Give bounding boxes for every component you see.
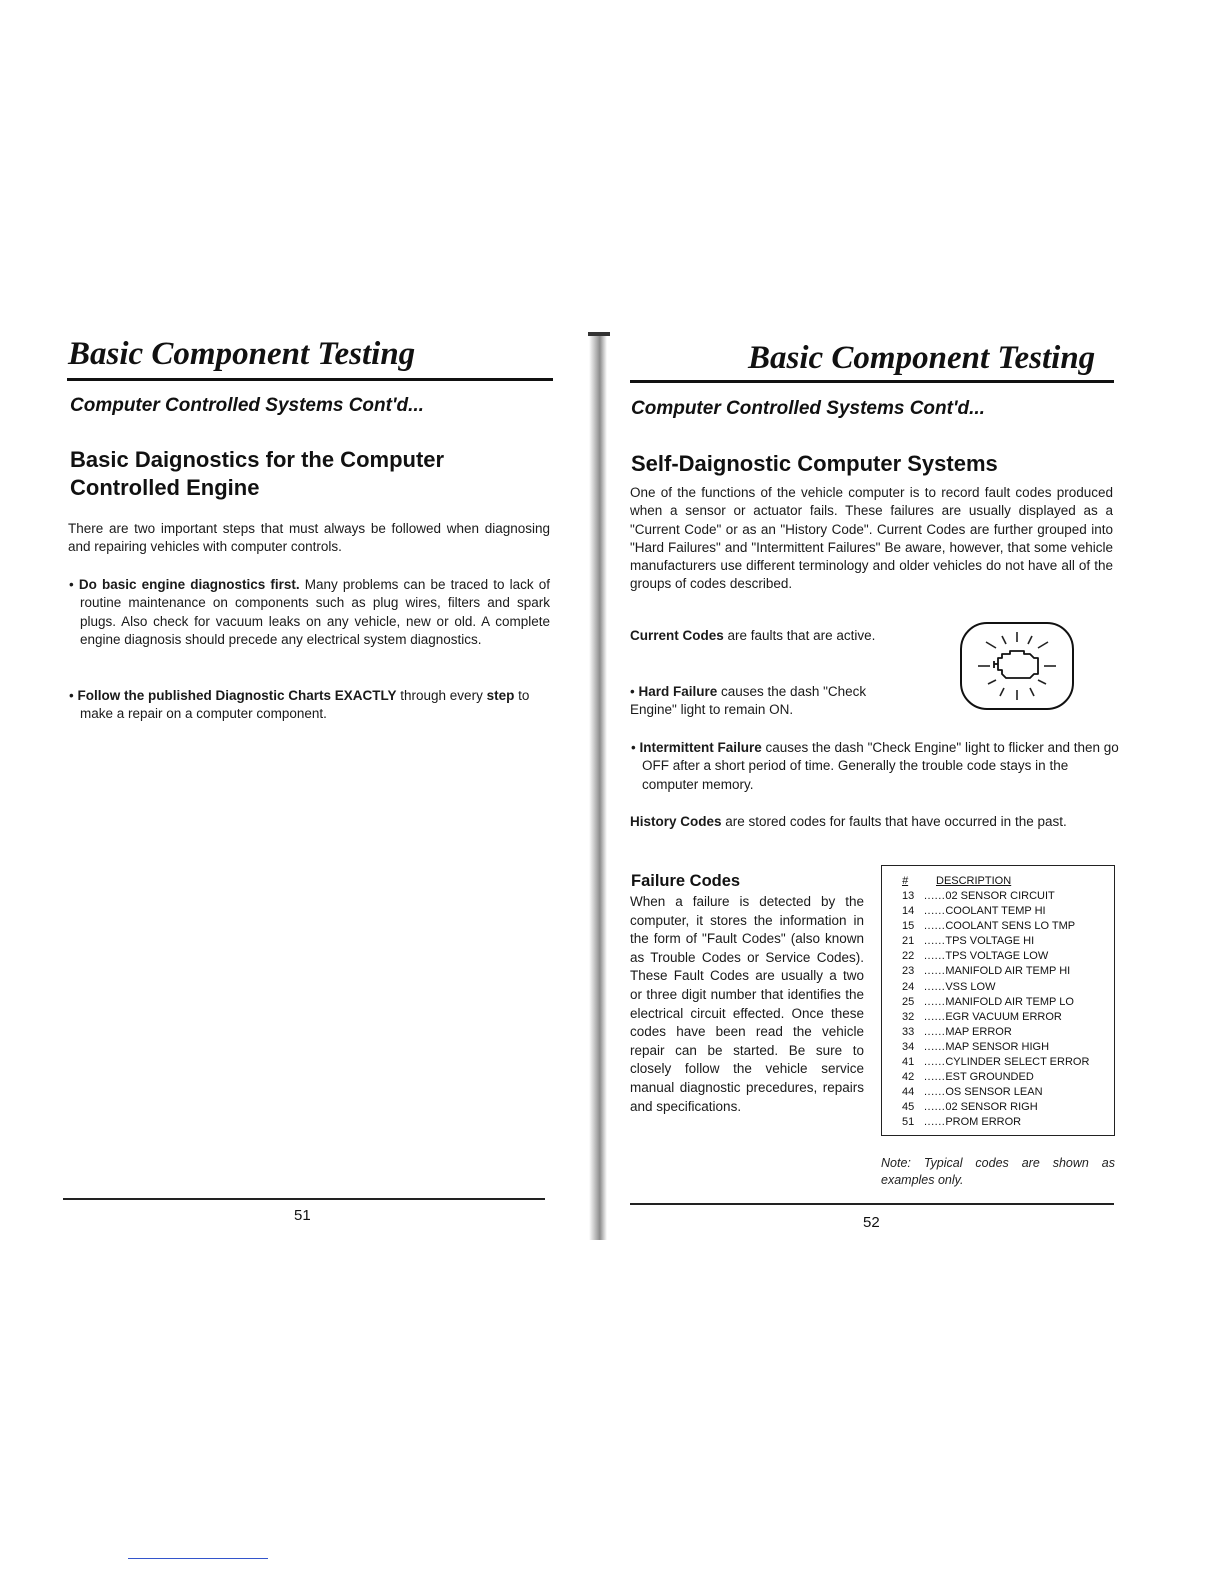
bullet1-bold: Do basic engine diagnostics first.	[78, 577, 300, 592]
leader-dots: ......	[924, 1040, 946, 1053]
code-number: 32	[902, 1010, 915, 1023]
table-row	[902, 1040, 1089, 1055]
failure-codes-heading: Failure Codes	[631, 872, 741, 890]
bullet2-text-a: through every	[396, 688, 487, 703]
table-row	[902, 1070, 1089, 1085]
history-text: are stored codes for faults that have occurred in the past.	[721, 814, 1067, 829]
right-section-heading: Self-Daignostic Computer Systems	[631, 451, 998, 476]
code-description: OS SENSOR LEAN	[945, 1086, 1043, 1099]
leader-dots: ......	[924, 995, 946, 1008]
left-heading-line2: Controlled Engine	[70, 475, 260, 500]
code-number: 44	[902, 1086, 915, 1099]
code-description: MANIFOLD AIR TEMP LO	[945, 995, 1074, 1008]
code-description: COOLANT SENS LO TMP	[945, 920, 1076, 933]
left-title-rule	[67, 378, 553, 381]
code-rows	[902, 889, 1089, 1131]
left-page-number: 51	[294, 1207, 311, 1224]
fault-code-table	[881, 865, 1115, 1136]
code-number: 23	[902, 965, 915, 978]
hard-failure-para	[630, 683, 900, 720]
bullet2-bold-a: Follow the published Diagnostic Charts	[77, 688, 335, 703]
bullet-dot: •	[630, 684, 639, 699]
code-number: 25	[902, 995, 915, 1008]
bullet-dot: •	[631, 740, 640, 755]
current-codes-para	[630, 627, 880, 645]
code-description: MANIFOLD AIR TEMP HI	[945, 965, 1071, 978]
left-subtitle: Computer Controlled Systems Cont'd...	[70, 395, 424, 416]
intermittent-para	[630, 739, 1128, 794]
left-page-title: Basic Component Testing	[68, 336, 416, 372]
spine-top-mark	[588, 332, 610, 336]
table-row	[902, 1115, 1089, 1130]
code-description: COOLANT TEMP HI	[945, 905, 1046, 918]
intermittent-bold: Intermittent Failure	[639, 740, 762, 755]
bullet2-bold-b: EXACTLY	[334, 688, 397, 703]
left-intro: There are two important steps that must always be followed when diagnosing and repairing vehicles with computer controls.	[68, 521, 550, 555]
left-bullet-2	[68, 687, 566, 724]
table-row	[902, 1100, 1089, 1115]
table-row	[902, 980, 1089, 995]
bullet2-text-b: to make a repair on a computer component.	[80, 688, 530, 722]
right-subtitle: Computer Controlled Systems Cont'd...	[631, 398, 985, 419]
leader-dots: ......	[924, 935, 946, 948]
table-row	[902, 1055, 1089, 1070]
leader-dots: ......	[924, 965, 946, 978]
history-bold: History Codes	[630, 814, 722, 829]
col-num-header: #	[902, 875, 909, 887]
code-number: 21	[902, 935, 915, 948]
leader-dots: ......	[924, 1010, 946, 1023]
code-number: 42	[902, 1071, 915, 1084]
left-footer-rule	[63, 1198, 545, 1200]
right-page-number: 52	[863, 1214, 880, 1231]
code-description: MAP SENSOR HIGH	[945, 1040, 1050, 1053]
table-row	[902, 889, 1089, 904]
code-description: TPS VOLTAGE HI	[945, 935, 1035, 948]
code-description: 02 SENSOR RIGH	[945, 1101, 1038, 1114]
table-row	[902, 949, 1089, 964]
hard-failure-bold: Hard Failure	[638, 684, 718, 699]
leader-dots: ......	[924, 1071, 946, 1084]
bullet-dot: •	[69, 577, 79, 592]
book-spine	[589, 335, 607, 1240]
leader-dots: ......	[924, 1116, 946, 1129]
left-bullet-1	[68, 576, 550, 649]
code-number: 41	[902, 1056, 915, 1069]
code-description: EST GROUNDED	[945, 1071, 1034, 1084]
leader-dots: ......	[924, 950, 946, 963]
table-row	[902, 919, 1089, 934]
code-number: 14	[902, 905, 915, 918]
code-number: 51	[902, 1116, 915, 1129]
code-description: CYLINDER SELECT ERROR	[945, 1056, 1090, 1069]
leader-dots: ......	[924, 905, 946, 918]
table-row	[902, 904, 1089, 919]
leader-dots: ......	[924, 1025, 946, 1038]
code-number: 13	[902, 890, 915, 902]
table-header	[902, 874, 1011, 889]
left-section-heading	[70, 446, 550, 502]
bullet2-bold-c: step	[486, 688, 515, 703]
right-intro: One of the functions of the vehicle computer is to record fault codes produced when a sensor or actuator fails. These failures are usually displayed as a "Current Code" or as an "History Code". Current Codes are further grouped into "Hard Failures" and "Intermittent Failures" Be aware, however, that some vehicle manufacturers use different terminology and older vehicles do not have all of the groups of codes described.	[630, 485, 1113, 592]
code-number: 22	[902, 950, 915, 963]
right-title-rule	[630, 380, 1114, 383]
leader-dots: ......	[924, 1056, 946, 1069]
code-description: VSS LOW	[945, 980, 996, 993]
bottom-blue-line	[128, 1558, 268, 1559]
bullet-dot: •	[69, 688, 78, 703]
code-number: 33	[902, 1025, 915, 1038]
table-row	[902, 1025, 1089, 1040]
table-row	[902, 995, 1089, 1010]
code-description: MAP ERROR	[945, 1025, 1012, 1038]
code-description: PROM ERROR	[945, 1116, 1022, 1129]
right-page-title: Basic Component Testing	[748, 340, 1096, 376]
table-row	[902, 1010, 1089, 1025]
leader-dots: ......	[924, 890, 946, 902]
table-row	[902, 964, 1089, 979]
history-codes-para	[630, 813, 1114, 831]
leader-dots: ......	[924, 1086, 946, 1099]
code-description: 02 SENSOR CIRCUIT	[945, 890, 1055, 902]
current-codes-text: are faults that are active.	[723, 628, 876, 643]
leader-dots: ......	[924, 1101, 946, 1114]
left-heading-line1: Basic Daignostics for the Computer	[70, 447, 445, 472]
right-footer-rule	[630, 1203, 1114, 1205]
code-number: 24	[902, 980, 915, 993]
leader-dots: ......	[924, 980, 946, 993]
hard-failure-text: causes the dash "Check Engine" light to remain ON.	[630, 684, 867, 718]
code-description: TPS VOLTAGE LOW	[945, 950, 1049, 963]
note-text: Note: Typical codes are shown as examples only.	[881, 1156, 1115, 1187]
bullet1-text: Many problems can be traced to lack of routine maintenance on components such as plug wires, filters and spark plugs. Also check for vacuum leaks on any vehicle, new or old. A complete engine diagnosis should precede any electrical system diagnostics.	[80, 577, 551, 647]
table-row	[902, 1085, 1089, 1100]
code-number: 45	[902, 1101, 915, 1114]
leader-dots: ......	[924, 920, 946, 933]
failure-codes-text: When a failure is detected by the computer, it stores the information in the form of "Fault Codes" (also known as Trouble Codes or Service Codes). These Fault Codes are usually a two or three digit number that identifies the electrical circuit effected. Once these codes have been read the vehicle repair can be started. Be sure to closely follow the vehicle service manual diagnostic precedures, repairs and specifications.	[630, 894, 864, 1114]
col-desc-header: DESCRIPTION	[936, 875, 1012, 887]
current-codes-bold: Current Codes	[630, 628, 724, 643]
code-number: 34	[902, 1040, 915, 1053]
code-description: EGR VACUUM ERROR	[945, 1010, 1062, 1023]
check-engine-light-icon	[958, 620, 1076, 712]
table-row	[902, 934, 1089, 949]
intermittent-text: causes the dash "Check Engine" light to flicker and then go OFF after a short period of time. Generally the trouble code stays in the computer memory.	[642, 740, 1119, 792]
code-number: 15	[902, 920, 915, 933]
